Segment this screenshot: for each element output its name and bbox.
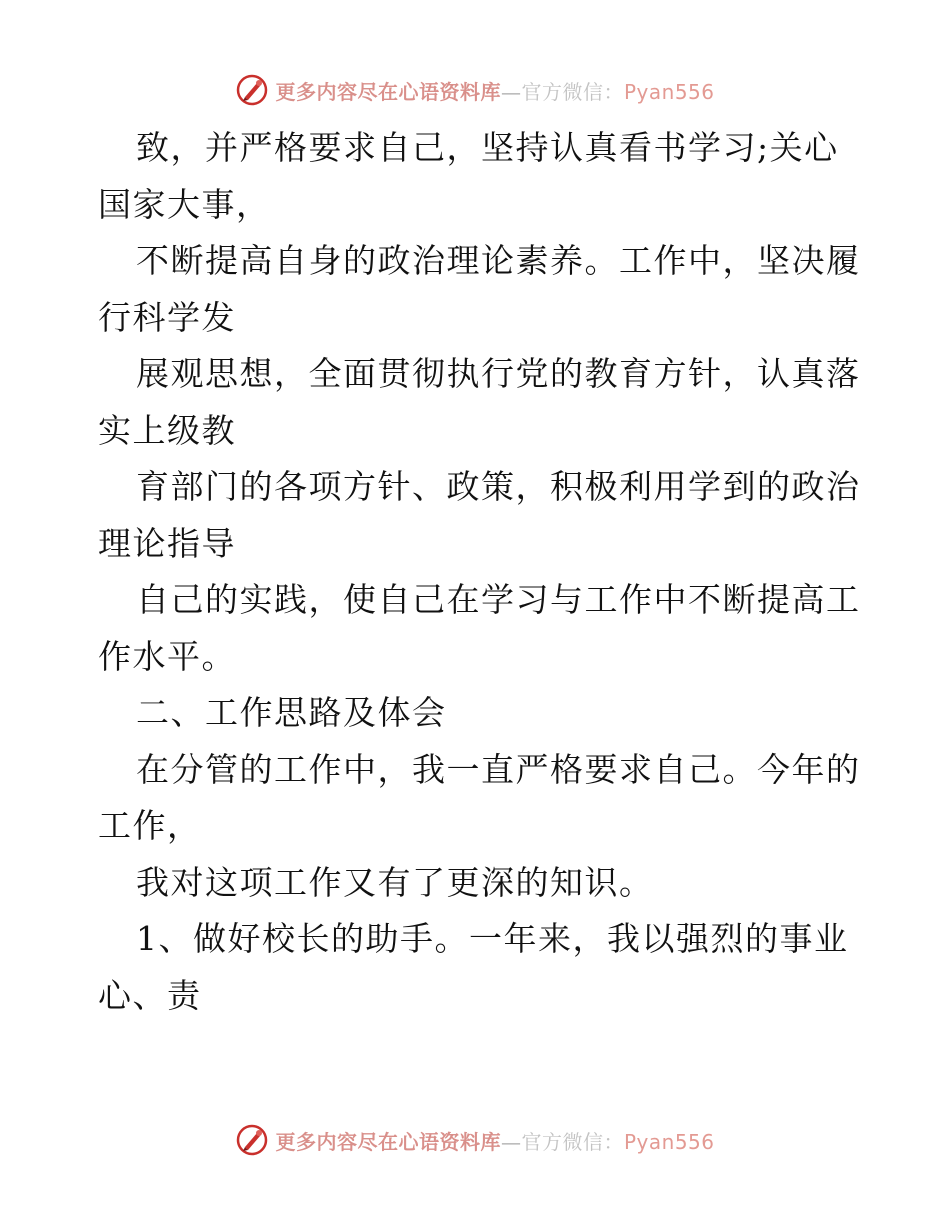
text-line: 心、责 [98, 975, 202, 1015]
watermark-wechat-id: Pyan556 [623, 79, 715, 104]
watermark-text [275, 1126, 714, 1155]
watermark-text [275, 76, 714, 105]
text-line: 在分管的工作中，我一直严格要求自己。今年的 [136, 749, 861, 789]
text-line: 理论指导 [98, 523, 236, 563]
text-line: 国家大事， [98, 184, 271, 224]
text-line: 作水平。 [98, 636, 236, 676]
text-line: 育部门的各项方针、政策，积极利用学到的政治 [136, 467, 861, 506]
pen-logo-icon [235, 1123, 269, 1157]
text-line: 行科学发 [98, 297, 236, 337]
text-line: 1、做好校长的助手。一年来，我以强烈的事业 [136, 919, 849, 958]
text-line: 工作， [98, 806, 202, 845]
text-line: 我对这项工作又有了更深的知识。 [136, 862, 654, 902]
watermark-separator: — [500, 79, 522, 104]
watermark-site-text: 更多内容尽在心语资料库 [275, 1129, 501, 1154]
header-watermark-banner [0, 70, 950, 110]
document-body [98, 120, 861, 1024]
text-line: 展观思想，全面贯彻执行党的教育方针，认真落 [136, 354, 861, 393]
text-line: 自己的实践，使自己在学习与工作中不断提高工 [136, 580, 861, 619]
watermark-wechat-label: 官方微信： [521, 1129, 624, 1154]
text-line: 实上级教 [98, 410, 236, 450]
pen-logo-icon [235, 73, 269, 107]
watermark-site-text: 更多内容尽在心语资料库 [275, 79, 501, 104]
watermark-separator: — [500, 1129, 522, 1154]
watermark-wechat-id: Pyan556 [623, 1129, 715, 1154]
footer-watermark-banner [0, 1120, 950, 1160]
watermark-wechat-label: 官方微信： [521, 79, 624, 104]
section-heading: 二、工作思路及体会 [136, 693, 447, 732]
text-line: 不断提高自身的政治理论素养。工作中，坚决履 [136, 241, 861, 280]
text-line: 致，并严格要求自己，坚持认真看书学习;关心 [136, 128, 839, 167]
